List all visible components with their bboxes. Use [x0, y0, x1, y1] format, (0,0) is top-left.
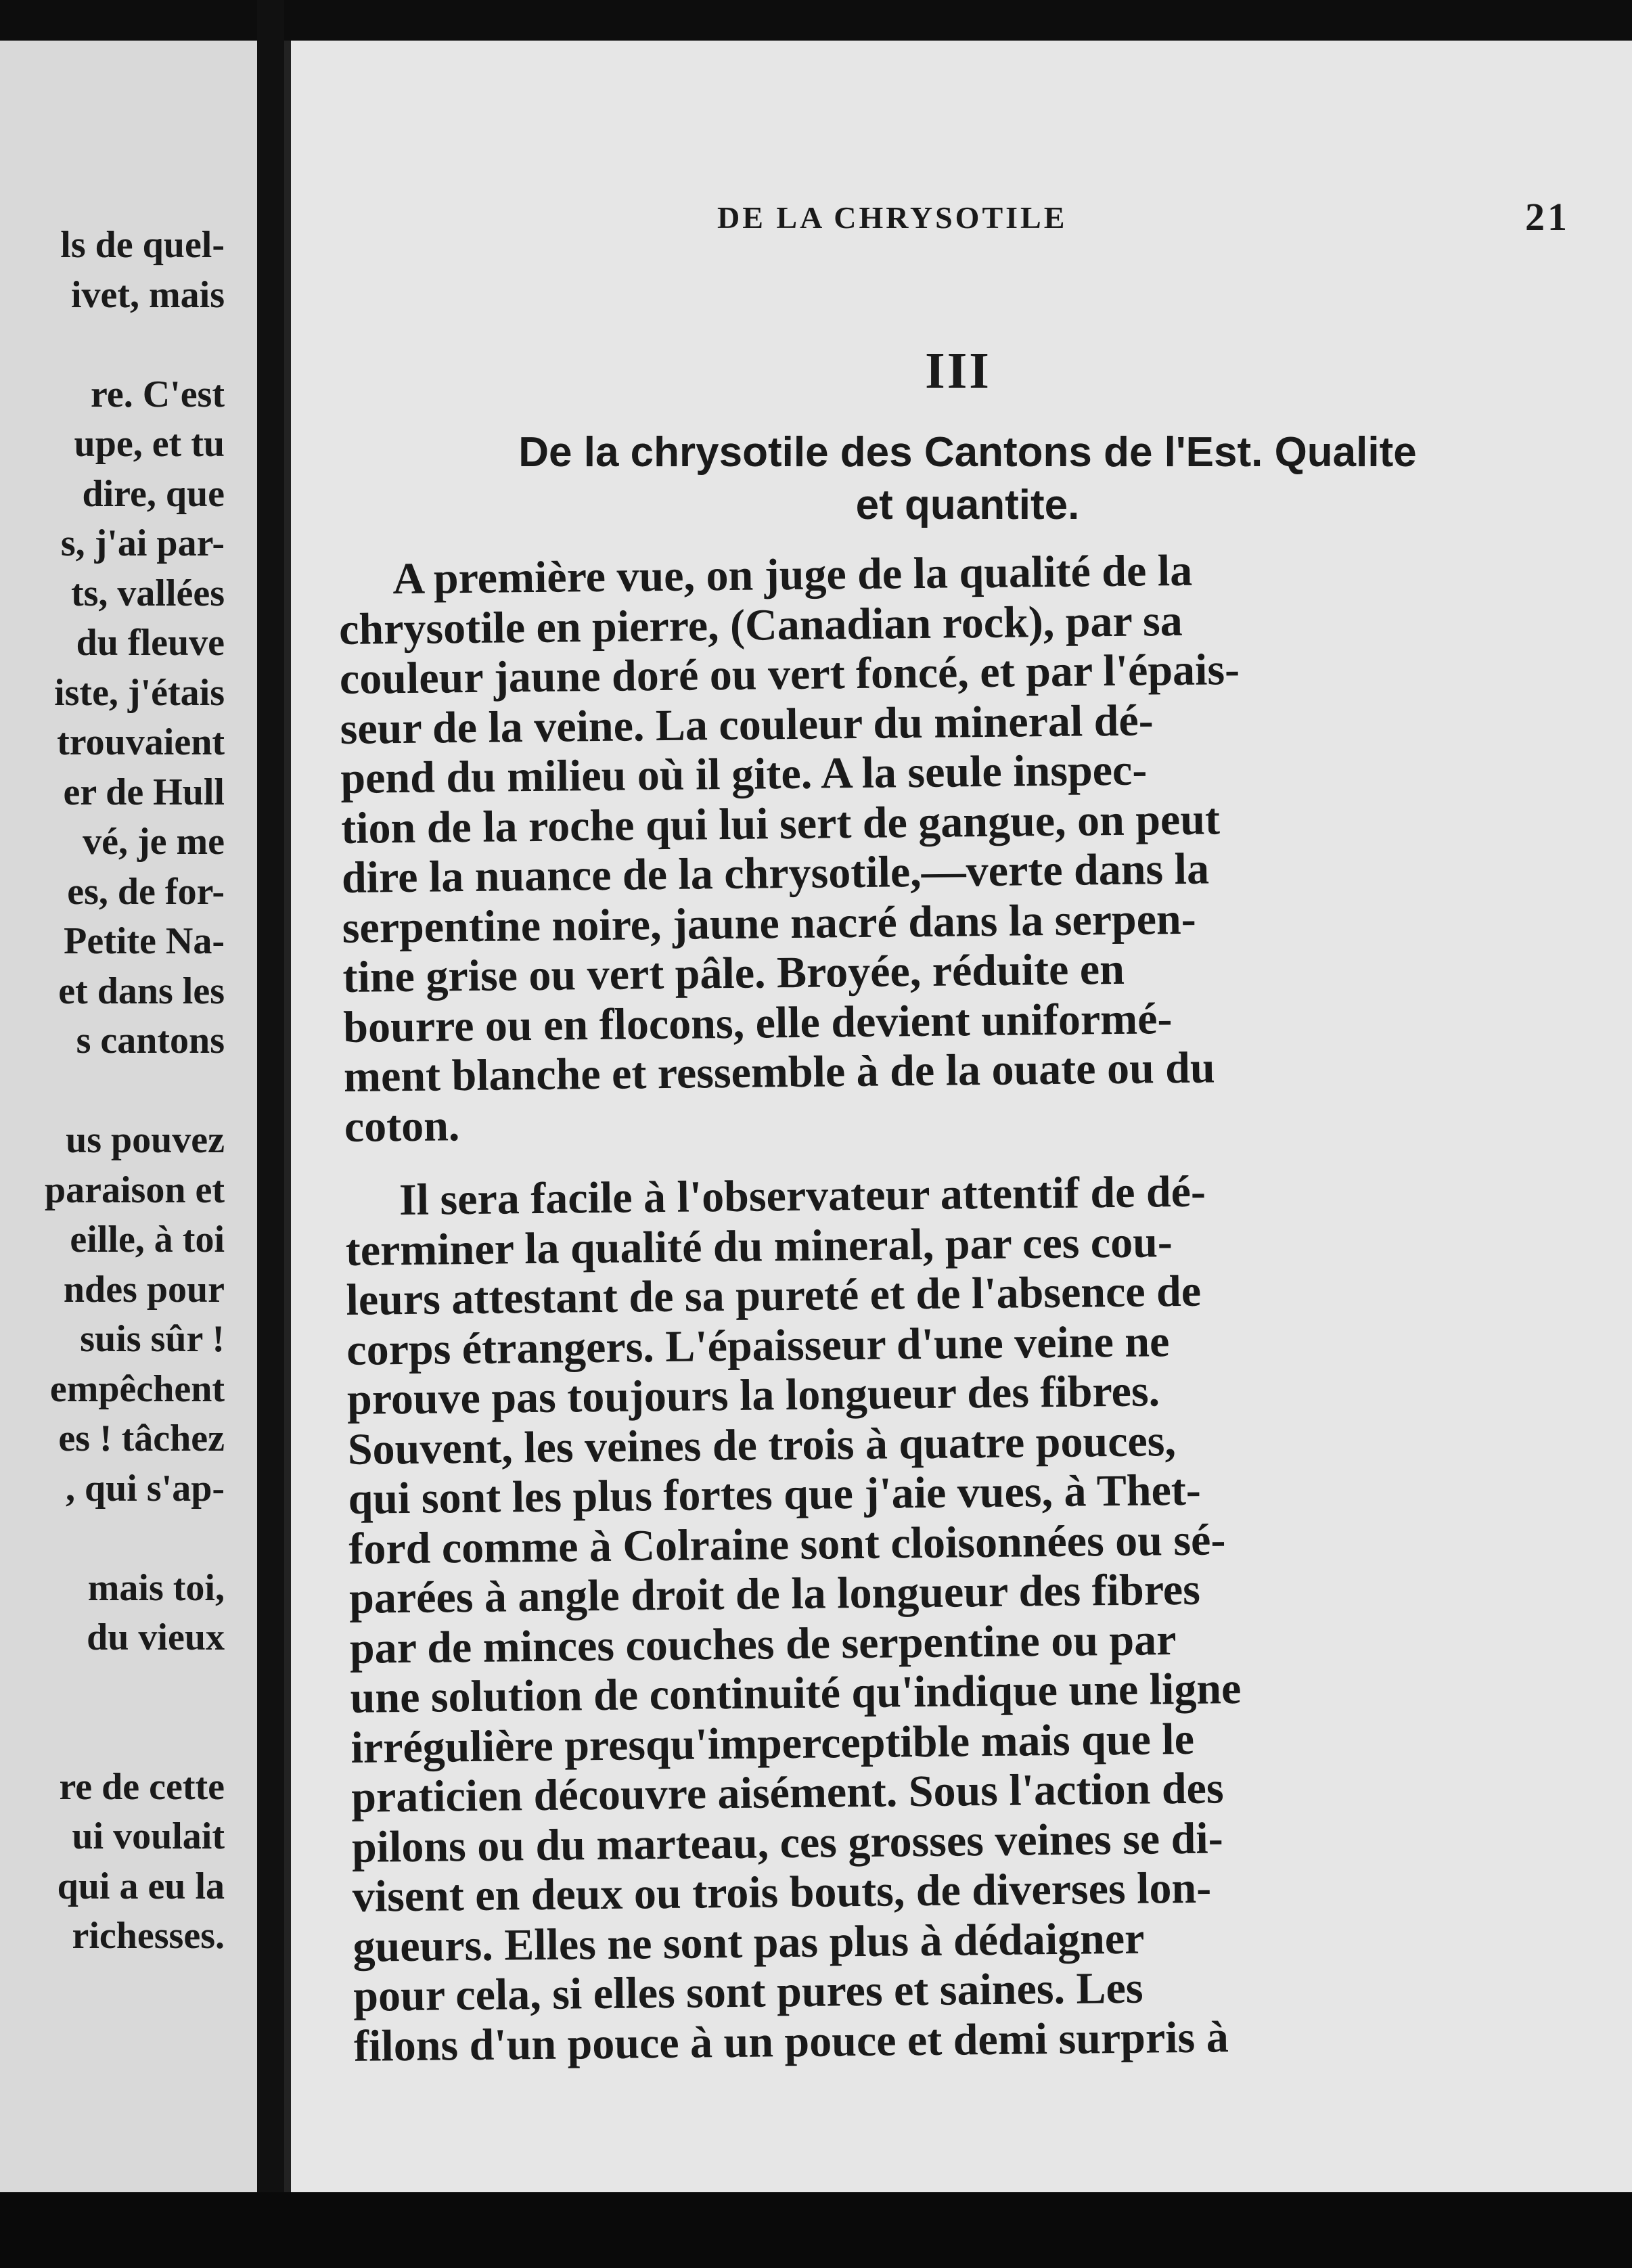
paragraph-line: terminer la qualité du mineral, par ces cou- [345, 1217, 1173, 1275]
paragraph-line: gueurs. Elles ne sont pas plus à dédaigner [353, 1913, 1145, 1972]
paragraph-line: prouve pas toujours la longueur des fibres. [346, 1366, 1160, 1424]
paragraph-line: une solution de continuité qu'indique une ligne [350, 1664, 1242, 1723]
paragraph-line: pour cela, si elles sont pures et saines. Les [353, 1963, 1143, 2021]
left-page-line: suis sûr ! [80, 1318, 225, 1360]
left-page-line: er de Hull [63, 771, 225, 813]
paragraph-line: pilons ou du marteau, ces grosses veines se di- [351, 1813, 1224, 1872]
paragraph-line: par de minces couches de serpentine ou par [349, 1614, 1177, 1673]
left-page-line: qui a eu la [57, 1865, 225, 1907]
paragraph-line: pend du milieu où il gite. A la seule inspec- [340, 745, 1148, 803]
left-page-line: upe, et tu [74, 423, 225, 465]
left-page-line: es ! tâchez [58, 1418, 225, 1459]
left-page-line: paraison et [45, 1169, 225, 1211]
left-page-line: s cantons [76, 1020, 225, 1062]
left-page-line: vé, je me [83, 821, 225, 863]
left-page-line: mais toi, [87, 1566, 225, 1609]
paragraph-line: qui sont les plus fortes que j'aie vues, à Thet- [348, 1465, 1202, 1524]
left-page-line: trouvaient [57, 721, 225, 763]
paragraph [338, 541, 1632, 1152]
book-gutter [257, 0, 284, 2268]
paragraph-line: A première vue, on juge de la qualité de la [392, 545, 1193, 604]
paragraph-line: praticien découvre aisément. Sous l'action des [350, 1763, 1224, 1822]
left-page-line: , qui s'ap- [66, 1467, 225, 1510]
left-page-line: iste, j'étais [54, 671, 225, 714]
section-title-line-2: et quantite. [855, 482, 1080, 528]
section-title-line-1: De la chrysotile des Cantons de l'Est. Qualite [518, 429, 1417, 476]
paragraph-line: filons d'un pouce à un pouce et demi surpris à [353, 2012, 1229, 2071]
left-page-line: et dans les [58, 970, 225, 1012]
left-page-line: eille, à toi [70, 1219, 225, 1261]
left-page-line: du vieux [87, 1616, 225, 1658]
left-page [0, 41, 257, 2192]
paragraph-line: visent en deux ou trois bouts, de diverses lon- [352, 1863, 1212, 1922]
paragraph [345, 1162, 1632, 2071]
scan-bottom-edge [0, 2192, 1632, 2268]
paragraph-line: corps étrangers. L'épaisseur d'une veine ne [346, 1316, 1170, 1375]
left-page-line: ivet, mais [70, 273, 225, 316]
left-page-line: dire, que [82, 472, 225, 515]
paragraph-line: tion de la roche qui lui sert de gangue, on peut [340, 794, 1221, 853]
paragraph-line: Il sera facile à l'observateur attentif de dé- [399, 1166, 1206, 1225]
paragraph-line: parées à angle droit de la longueur des fibres [348, 1564, 1201, 1623]
paragraph-line: irrégulière presqu'imperceptible mais que le [350, 1714, 1195, 1773]
paragraph-line: tine grise ou vert pâle. Broyée, réduite en [342, 944, 1125, 1002]
paragraph-line: couleur jaune doré ou vert foncé, et par l'épais- [339, 645, 1240, 704]
page-number: 21 [1525, 195, 1570, 239]
section-title [386, 426, 1549, 532]
paragraph-line: Souvent, les veines de trois à quatre pouces, [347, 1415, 1177, 1474]
left-page-line: re de cette [59, 1765, 225, 1808]
right-page [284, 41, 1632, 2192]
paragraph-line: coton. [344, 1100, 460, 1152]
left-page-line: richesses. [72, 1915, 225, 1957]
paragraph-line: chrysotile en pierre, (Canadian rock), par sa [338, 595, 1183, 654]
left-page-line: empêchent [49, 1367, 225, 1410]
running-head [717, 195, 1570, 239]
left-page-line: s, j'ai par- [60, 522, 225, 564]
section-number: III [925, 342, 991, 399]
left-page-line: us pouvez [66, 1119, 225, 1161]
left-page-line: ui voulait [72, 1815, 225, 1857]
paragraph-line: serpentine noire, jaune nacré dans la serpen- [342, 894, 1196, 953]
paragraph-line: seur de la veine. La couleur du mineral dé- [340, 695, 1154, 754]
paragraph-line: ment blanche et ressemble à de la ouate ou du [343, 1043, 1215, 1102]
running-head-title: DE LA CHRYSOTILE [717, 200, 1068, 235]
left-page-line: ls de quel- [60, 224, 225, 266]
left-page-line: es, de for- [67, 870, 225, 913]
left-page-line: ndes pour [63, 1268, 225, 1311]
left-page-line: re. C'est [91, 373, 225, 415]
left-page-line: du fleuve [76, 622, 225, 664]
paragraph-line: leurs attestant de sa pureté et de l'absence de [346, 1266, 1202, 1325]
paragraph-line: dire la nuance de la chrysotile,—verte dans la [341, 844, 1210, 903]
left-page-line: Petite Na- [64, 920, 225, 962]
paragraph-line: bourre ou en flocons, elle devient uniformé- [342, 993, 1173, 1052]
left-page-line: ts, vallées [70, 572, 225, 614]
body-text [338, 541, 1632, 2071]
paragraph-line: ford comme à Colraine sont cloisonnées ou sé- [348, 1514, 1226, 1574]
